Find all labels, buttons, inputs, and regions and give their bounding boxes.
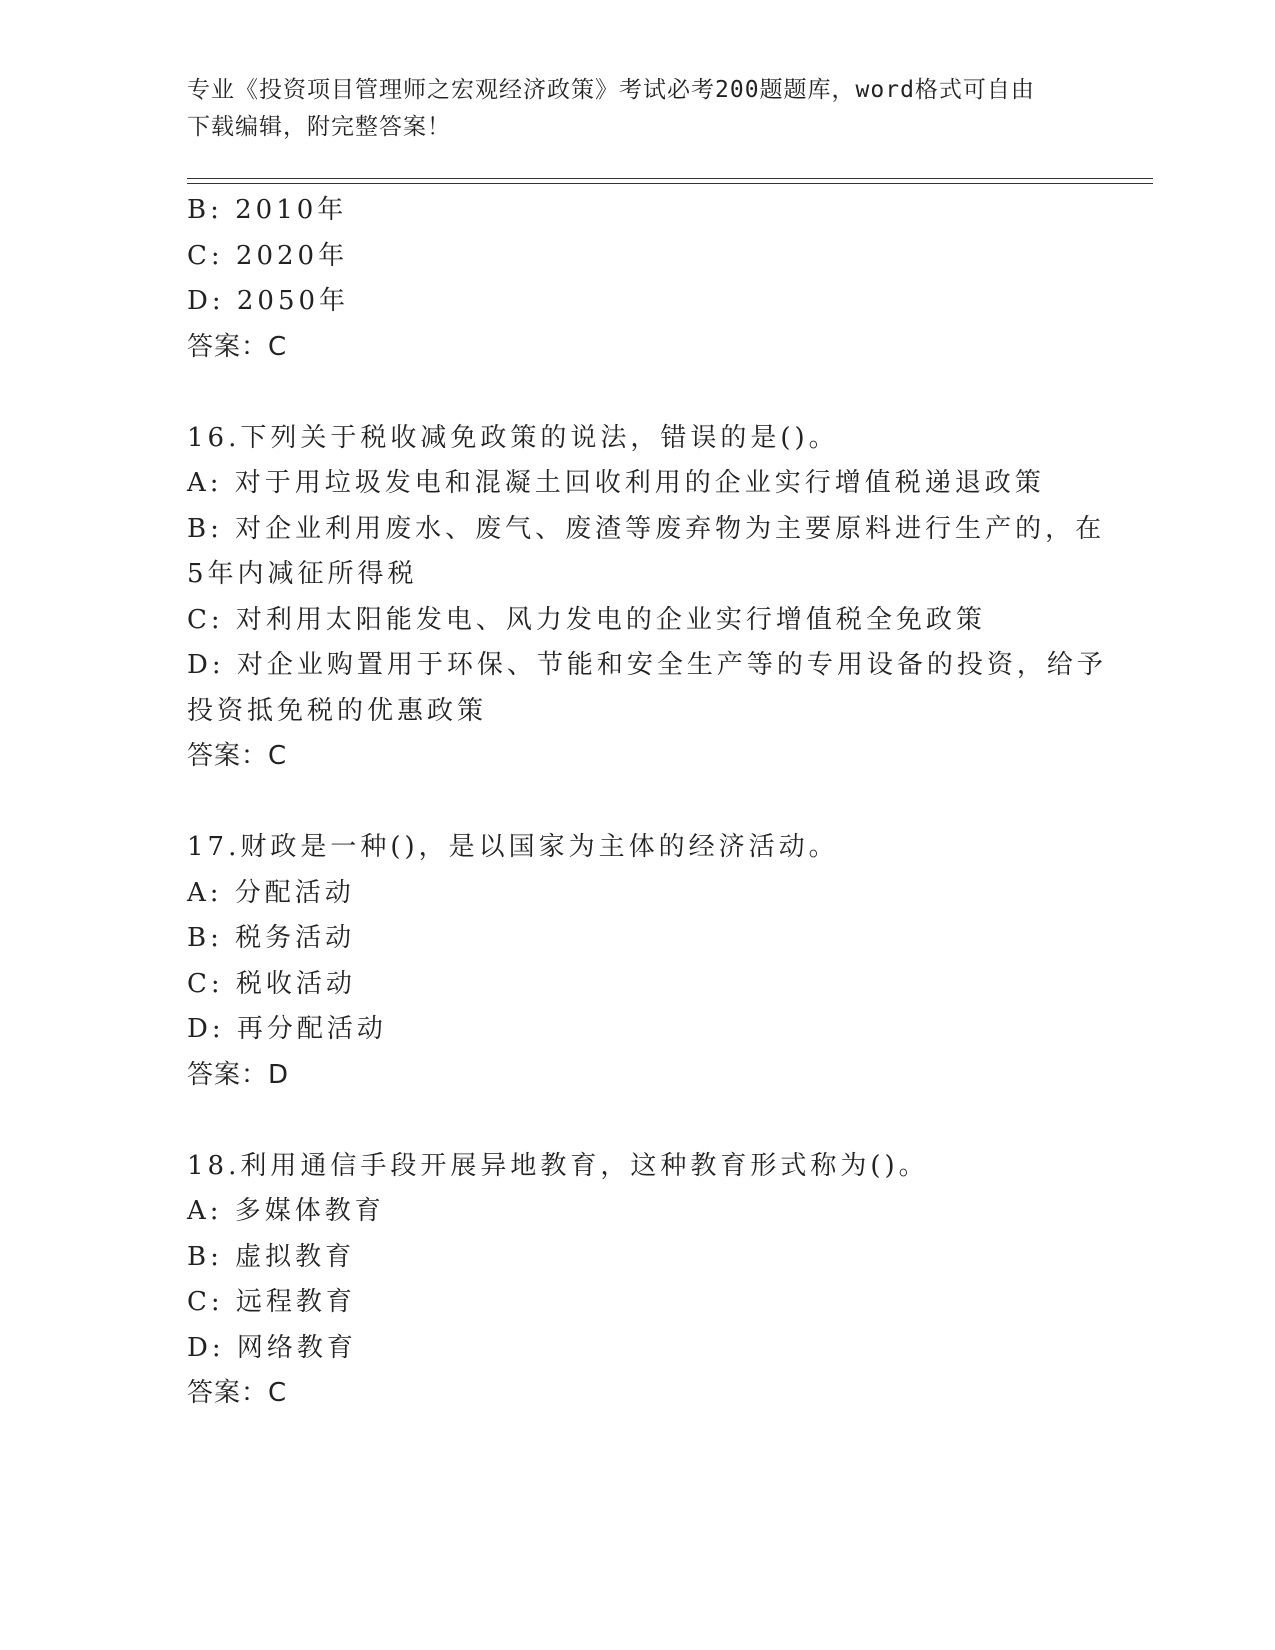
option-a: A: 分配活动 [187, 877, 355, 908]
option-c: C: 远程教育 [187, 1287, 356, 1317]
option-a: A: 多媒体教育 [187, 1196, 385, 1226]
option-b: B: 虚拟教育 [187, 1241, 356, 1272]
option-a: A: 对于用垃圾发电和混凝土回收利用的企业实行增值税递退政策 [187, 468, 1045, 498]
option-b: B: 对企业利用废水、废气、废渣等废弃物为主要原料进行生产的，在 [187, 513, 1106, 544]
header-line-1: 专业《投资项目管理师之宏观经济政策》考试必考200题题库，word格式可自由 [187, 77, 1035, 103]
question-stem: 18.利用通信手段开展异地教育，这种教育形式称为()。 [187, 1150, 929, 1181]
question-stem: 16.下列关于税收减免政策的说法，错误的是()。 [187, 422, 839, 453]
question-15 [187, 188, 1087, 370]
spacer [187, 1098, 1087, 1144]
option-b: B: 税务活动 [187, 923, 356, 953]
spacer [187, 780, 1087, 826]
option-d: D: 再分配活动 [187, 1014, 387, 1044]
header-divider-bottom [187, 183, 1153, 184]
option-d-continued: 投资抵免税的优惠政策 [187, 695, 488, 726]
option-b: B: 2010年 [187, 195, 348, 225]
answer-line: 答案：C [187, 741, 288, 771]
answer-line: 答案：C [187, 1378, 288, 1408]
answer-line: 答案：D [187, 1059, 290, 1090]
question-16 [187, 416, 1107, 780]
spacer [187, 370, 1087, 416]
option-d: D: 2050年 [187, 286, 350, 316]
option-c: C: 2020年 [187, 240, 349, 271]
question-stem: 17.财政是一种()，是以国家为主体的经济活动。 [187, 832, 839, 862]
question-17 [187, 825, 1087, 1098]
option-d: D: 对企业购置用于环保、节能和安全生产等的专用设备的投资，给予 [187, 650, 1107, 680]
option-b-continued: 5年内减征所得税 [187, 559, 418, 589]
option-c: C: 税收活动 [187, 968, 356, 999]
option-c: C: 对利用太阳能发电、风力发电的企业实行增值税全免政策 [187, 604, 986, 635]
header-line-2: 下载编辑，附完整答案！ [187, 114, 451, 140]
question-18 [187, 1144, 1087, 1417]
page-header [187, 72, 1067, 146]
option-d: D: 网络教育 [187, 1332, 357, 1363]
answer-line: 答案：C [187, 331, 288, 362]
header-divider-top [187, 178, 1153, 179]
question-list [187, 188, 1107, 1417]
